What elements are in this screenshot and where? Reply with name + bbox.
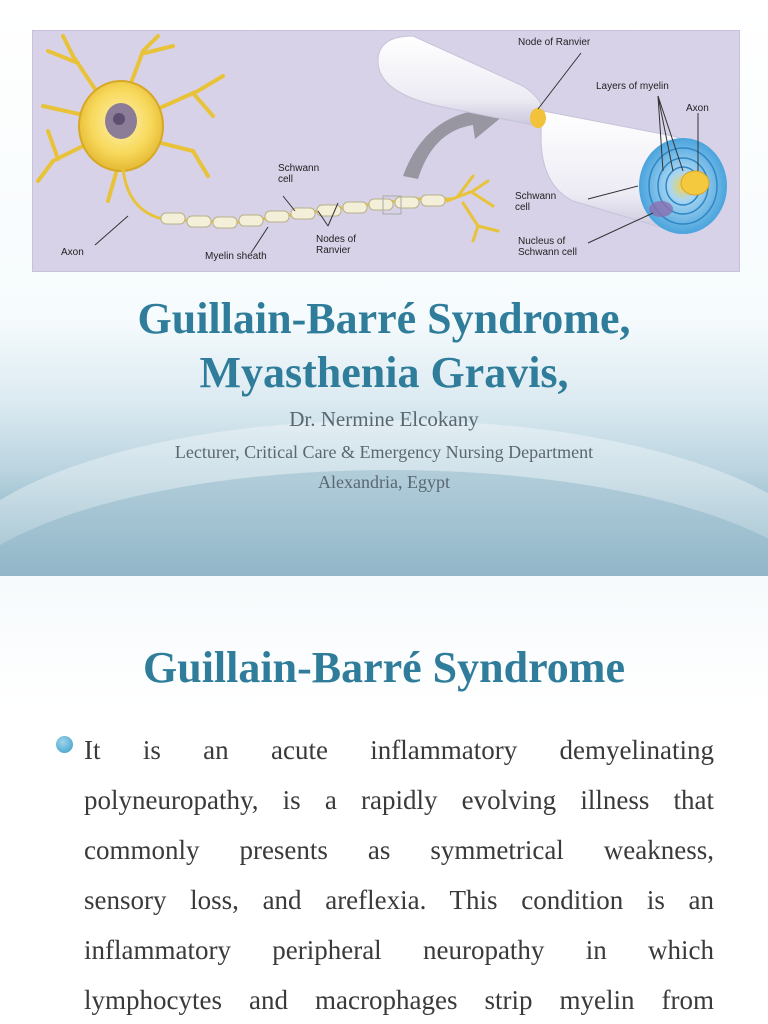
bullet-icon [56, 736, 73, 753]
author-position: Lecturer, Critical Care & Emergency Nursing Department [174, 442, 594, 462]
title-line-1: Guillain-Barré Syndrome, [137, 294, 631, 343]
label-axon-left: Axon [61, 247, 84, 258]
content-slide [0, 576, 768, 1024]
body-text-line: commonly presents as symmetrical weakness, [84, 835, 714, 865]
body-text-line: It is an acute inflammatory demyelinating [84, 735, 714, 765]
neuron-diagram [32, 30, 740, 272]
title-line-2: Myasthenia Gravis, [199, 348, 569, 397]
label-nucleus-of-schwann-cell: Nucleus of Schwann cell [518, 236, 577, 258]
body-text-line: sensory loss, and areflexia. This condition is an [84, 885, 714, 915]
label-schwann-cell-right: Schwann cell [515, 191, 557, 213]
label-layers-of-myelin: Layers of myelin [596, 81, 669, 92]
body-text-line: polyneuropathy, is a rapidly evolving illness that [84, 785, 714, 815]
body-text-line: inflammatory peripheral neuropathy in which [84, 935, 714, 965]
slide-title: Guillain-Barré Syndrome [143, 643, 625, 692]
neuron-illustration [33, 31, 739, 271]
label-myelin-sheath: Myelin sheath [205, 251, 267, 262]
label-nodes-of-ranvier: Nodes of Ranvier [316, 234, 357, 256]
author-location: Alexandria, Egypt [318, 472, 450, 492]
label-node-of-ranvier: Node of Ranvier [518, 37, 591, 48]
body-text-line: lymphocytes and macrophages strip myelin from [84, 985, 714, 1015]
author-name: Dr. Nermine Elcokany [289, 407, 479, 431]
label-schwann-cell-top: Schwann cell [278, 163, 320, 185]
label-axon-right: Axon [686, 103, 709, 114]
